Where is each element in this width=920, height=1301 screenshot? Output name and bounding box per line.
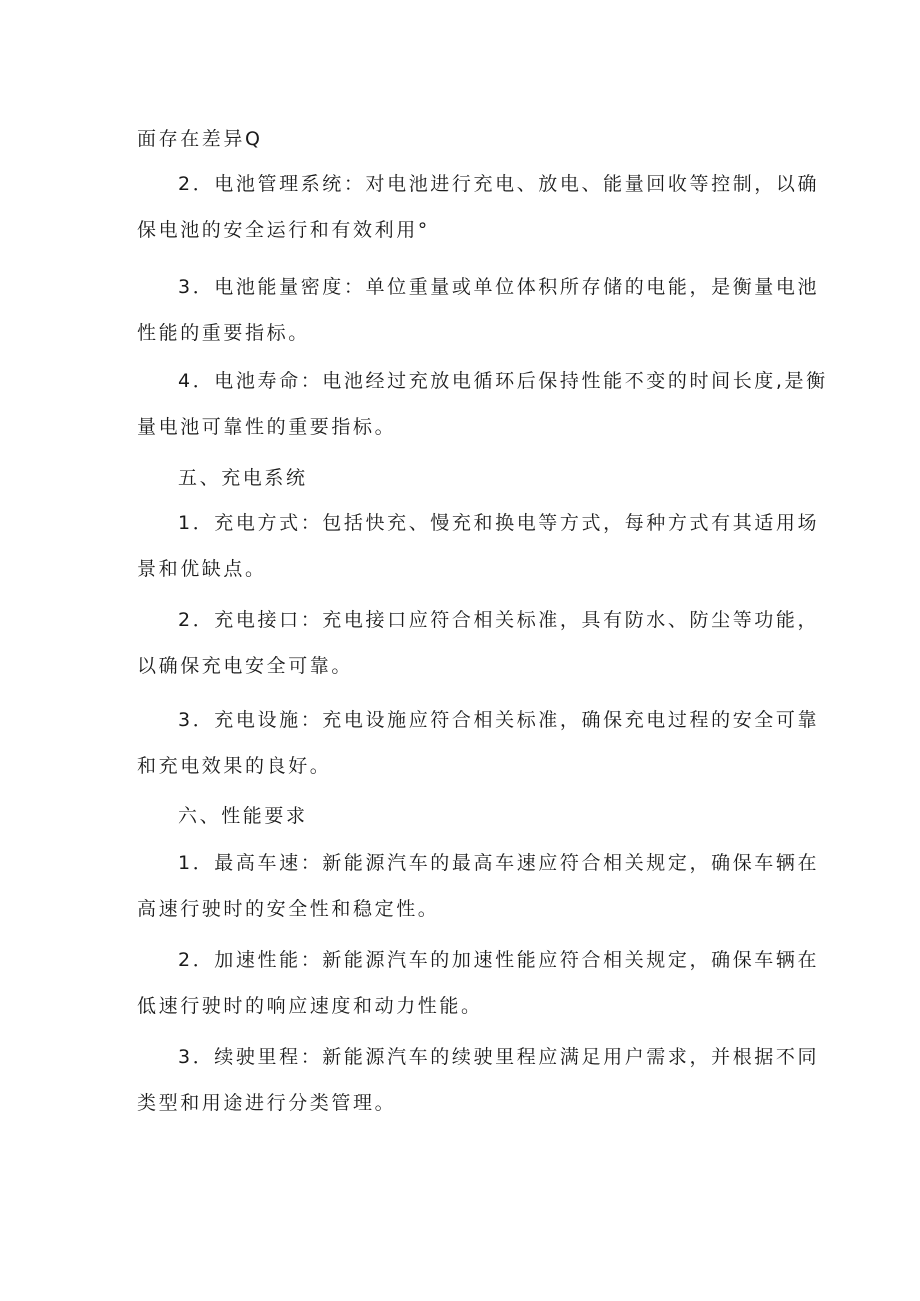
section-heading-charging-system bbox=[178, 455, 308, 501]
paragraph-line: 低速行驶时的响应速度和动力性能。 bbox=[137, 995, 483, 1017]
charging-interface-paragraph bbox=[137, 597, 819, 689]
section-heading-text: 五、充电系统 bbox=[178, 467, 308, 489]
paragraph-line: 4．电池寿命：电池经过充放电循环后保持性能不变的时间长度,是衡 bbox=[178, 370, 828, 392]
paragraph-line: 3．电池能量密度：单位重量或单位体积所存储的电能，是衡量电池 bbox=[178, 276, 820, 298]
section-heading-performance bbox=[178, 793, 308, 839]
paragraph-line: 2．电池管理系统：对电池进行充电、放电、能量回收等控制，以确 bbox=[178, 173, 820, 195]
paragraph-line: 和充电效果的良好。 bbox=[137, 755, 332, 777]
battery-life-paragraph bbox=[137, 358, 828, 450]
acceleration-paragraph bbox=[137, 937, 819, 1029]
battery-management-paragraph bbox=[137, 161, 819, 253]
paragraph-line: 以确保充电安全可靠。 bbox=[137, 655, 354, 677]
charging-method-paragraph bbox=[137, 500, 819, 592]
paragraph-line: 3．续驶里程：新能源汽车的续驶里程应满足用户需求，并根据不同 bbox=[178, 1046, 820, 1068]
paragraph-line: 性能的重要指标。 bbox=[137, 322, 310, 344]
paragraph-line: 1．最高车速：新能源汽车的最高车速应符合相关规定，确保车辆在 bbox=[178, 852, 820, 874]
continuation-text: 面存在差异Q bbox=[137, 128, 263, 150]
paragraph-line: 类型和用途进行分类管理。 bbox=[137, 1092, 397, 1114]
paragraph-line: 2．充电接口：充电接口应符合相关标准，具有防水、防尘等功能， bbox=[178, 609, 820, 631]
continuation-line bbox=[137, 116, 263, 162]
paragraph-line: 1．充电方式：包括快充、慢充和换电等方式，每种方式有其适用场 bbox=[178, 512, 820, 534]
section-heading-text: 六、性能要求 bbox=[178, 805, 308, 827]
paragraph-line: 保电池的安全运行和有效利用° bbox=[137, 219, 430, 241]
paragraph-line: 3．充电设施：充电设施应符合相关标准，确保充电过程的安全可靠 bbox=[178, 709, 820, 731]
battery-energy-density-paragraph bbox=[137, 264, 819, 356]
max-speed-paragraph bbox=[137, 840, 819, 932]
paragraph-line: 高速行驶时的安全性和稳定性。 bbox=[137, 898, 440, 920]
paragraph-line: 2．加速性能：新能源汽车的加速性能应符合相关规定，确保车辆在 bbox=[178, 949, 820, 971]
driving-range-paragraph bbox=[137, 1034, 819, 1126]
charging-facility-paragraph bbox=[137, 697, 819, 789]
paragraph-line: 景和优缺点。 bbox=[137, 558, 267, 580]
paragraph-line: 量电池可靠性的重要指标。 bbox=[137, 416, 397, 438]
